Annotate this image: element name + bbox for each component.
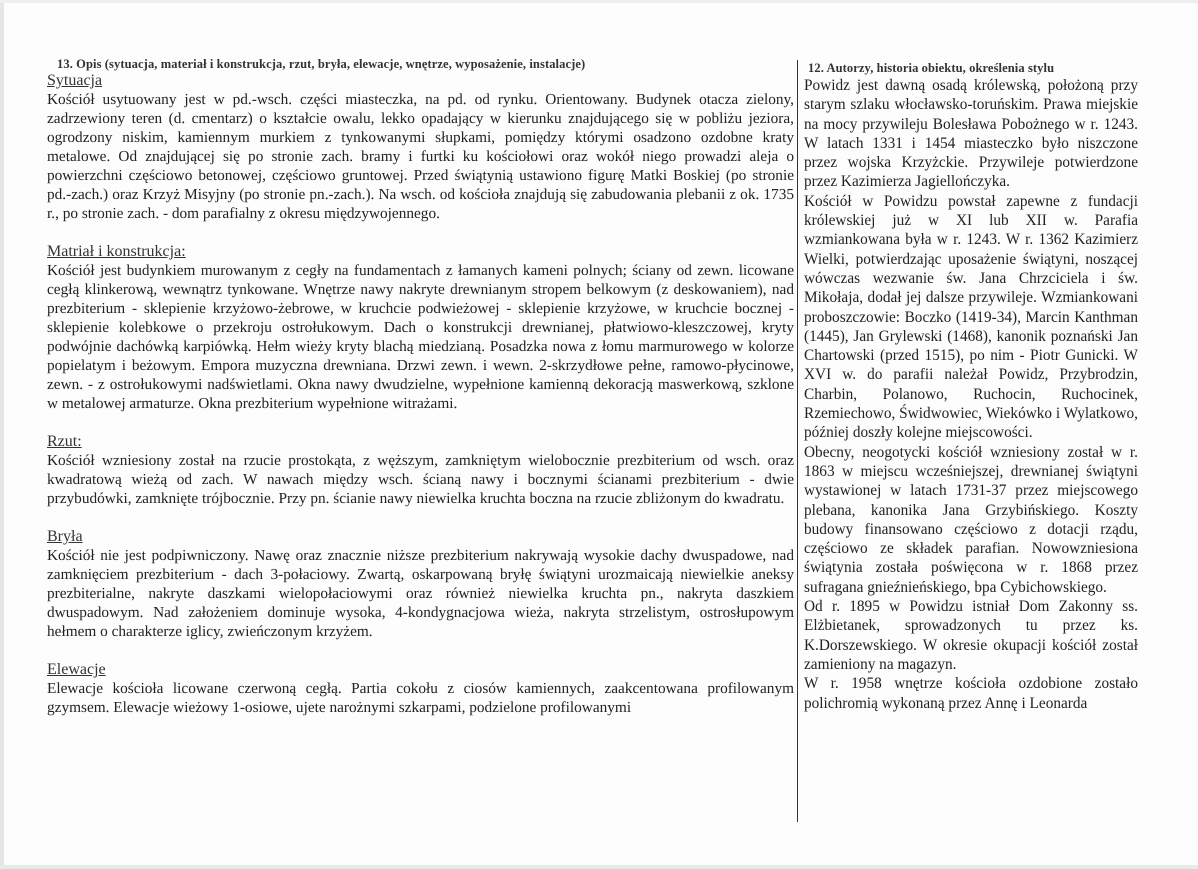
column-divider	[797, 60, 798, 822]
history-paragraph: Od r. 1895 w Powidzu istniał Dom Zakonny ss. Elżbietanek, sprowadzonych tu przez ks. K.Dorszewskiego. W okresie okupacji kościół został zamieniony na magazyn.	[804, 598, 1138, 673]
section-body: Kościół jest budynkiem murowanym z cegły na fundamentach z łamanych kameni polnych; ściany od zewn. licowane cegłą klinkerową, wewnątrz tynkowane. Wnętrze nawy nakryte drewnianym stropem belkowym (z deskowaniem), nad prezbiterium - sklepienie krzyżowo-żebrowe, w kruchcie podwieżowej - sklepienie krzyżowe, w kruchcie bocznej - sklepienie kolebkowe o przekroju ostrołukowym. Dach o konstrukcji drewnianej, płatwiowo-kleszczowej, kryty podwójnie dachówką karpiówką. Hełm wieży kryty blachą miedzianą. Posadzka nowa z łomu marmurowego w kolorze popielatym i beżowym. Empora muzyczna drewniana. Drzwi zewn. i wewn. 2-skrzydłowe pełne, ramowo-płycinowe, zewn. - z ostrołukowymi nadświetlami. Okna nawy dwudzielne, wypełnione kamienną dekoracją maswerkową, szklone w metalowej armaturze. Okna prezbiterium wypełnione witrażami.	[47, 262, 794, 412]
history-header: 12. Autorzy, historia obiektu, określenia stylu	[808, 61, 1055, 75]
section-title: Elewacje	[47, 661, 106, 678]
scan-edge	[0, 865, 1198, 869]
description-header: 13. Opis (sytuacja, materiał i konstrukcja, rzut, bryła, elewacje, wnętrze, wyposażenie, instalacje)	[57, 57, 586, 71]
section-title: Matriał i konstrukcja:	[47, 243, 186, 260]
history-paragraph: Powidz jest dawną osadą królewską, położoną przy starym szlaku włocławsko-toruńskim. Prawa miejskie na mocy przywileju Bolesława Pobożnego w r. 1243. W latach 1331 i 1454 miasteczko było niszczone przez wojska Krzyżckie. Przywileje potwierdzone przez Kazimierza Jagiellończyka.	[804, 77, 1138, 191]
section-rzut	[47, 433, 794, 508]
section-title: Bryła	[47, 528, 83, 545]
section-title: Sytuacja	[47, 72, 103, 89]
section-body: Kościół usytuowany jest w pd.-wsch. części miasteczka, na pd. od rynku. Orientowany. Budynek otacza zielony, zadrzewiony teren (d. cmentarz) o kształcie owalu, lekko opadający w kierunku znajdującego się w pobliżu jeziora, ogrodzony niskim, kamiennym murkiem z tynkowanymi słupkami, pomiędzy którymi osadzono ozdobne kraty metalowe. Od znajdującej się po stronie zach. bramy i furtki ku kościołowi oraz wokół niego prowadzi aleja o powierzchni częściowo betonowej, częściowo gruntowej. Przed świątynią ustawiono figurę Matki Boskiej (po stronie pd.-zach.) oraz Krzyż Misyjny (po stronie pn.-zach.). Na wsch. od kościoła znajdują się zabudowania plebanii z ok. 1735 r., po stronie zach. - dom parafialny z okresu międzywojennego.	[47, 91, 794, 222]
scan-edge	[0, 0, 1198, 3]
history-paragraph: W r. 1958 wnętrze kościoła ozdobione zostało polichromią wykonaną przez Annę i Leonarda	[804, 675, 1138, 712]
section-elewacje	[47, 661, 794, 717]
section-bryla	[47, 528, 794, 641]
history-paragraph: Obecny, neogotycki kościół wzniesiony został w r. 1863 w miejscu wcześniejszej, drewnianej świątyni wystawionej w latach 1731-37 przez miejscowego plebana, kanonika Jana Grzybińskiego. Koszty budowy finansowano częściowo z dotacji rządu, częściowo ze składek parafian. Nowowzniesiona świątynia została poświęcona w r. 1868 przez sufragana gnieźnieńskiego, bpa Cybichowskiego.	[804, 443, 1138, 596]
history-paragraph: Kościół w Powidzu powstał zapewne z fundacji królewskiej już w XI lub XII w. Parafia wzmiankowana była w r. 1243. W r. 1362 Kazimierz Wielki, potwierdzając uposażenie świątyni, noszącej wówczas wezwanie św. Jana Chrzciciela i św. Mikołaja, dodał jej dalsze przywileje. Wzmiankowani proboszczowie: Boczko (1419-34), Marcin Kanthman (1445), Jan Grylewski (1468), kanonik poznański Jan Chartowski (przed 1515), po nim - Piotr Gunicki. W XVI w. do parafii należał Powidz, Przybrodzin, Charbin, Polanowo, Ruchocin, Ruchocinek, Rzemiechowo, Świdwowiec, Wiekówko i Wylatkowo, później doszły kolejne miejscowości.	[804, 192, 1138, 442]
section-body: Kościół wzniesiony został na rzucie prostokąta, z węższym, zamkniętym wielobocznie prezbiterium od wsch. oraz kwadratową wieżą od zach. W nawach między wsch. ścianą nawy i bocznymi ścianami prezbiterium - dwie przybudówki, zamknięte trójbocznie. Przy pn. ścianie nawy niewielka kruchta boczna na rzucie zbliżonym do kwadratu.	[47, 452, 794, 507]
scan-edge	[0, 0, 4, 869]
section-body: Kościół nie jest podpiwniczony. Nawę oraz znacznie niższe prezbiterium nakrywają wysokie dachy dwuspadowe, nad zamknięciem prezbiterium - dach 3-połaciowy. Zwartą, oskarpowaną bryłę świątyni urozmaicają niewielkie aneksy prezbiterialne, nakryte daszkami wielopołaciowymi oraz również niewielka kruchta pn., nakryta daszkiem dwuspadowym. Nad założeniem dominuje wysoka, 4-kondygnacjowa wieża, nakryta strzelistym, ostrosłupowym hełmem o charakterze iglicy, zwieńczonym krzyżem.	[47, 547, 794, 640]
section-material	[47, 243, 794, 413]
section-body: Elewacje kościoła licowane czerwoną cegłą. Partia cokołu z ciosów kamiennych, zaakcentowana profilowanym gzymsem. Elewacje wieżowy 1-osiowe, ujete narożnymi szkarpami, podzielone profilowanymi	[47, 680, 794, 716]
history-column	[804, 60, 1138, 713]
section-sytuacja	[47, 72, 794, 223]
section-title: Rzut:	[47, 433, 82, 450]
description-column	[47, 56, 794, 717]
